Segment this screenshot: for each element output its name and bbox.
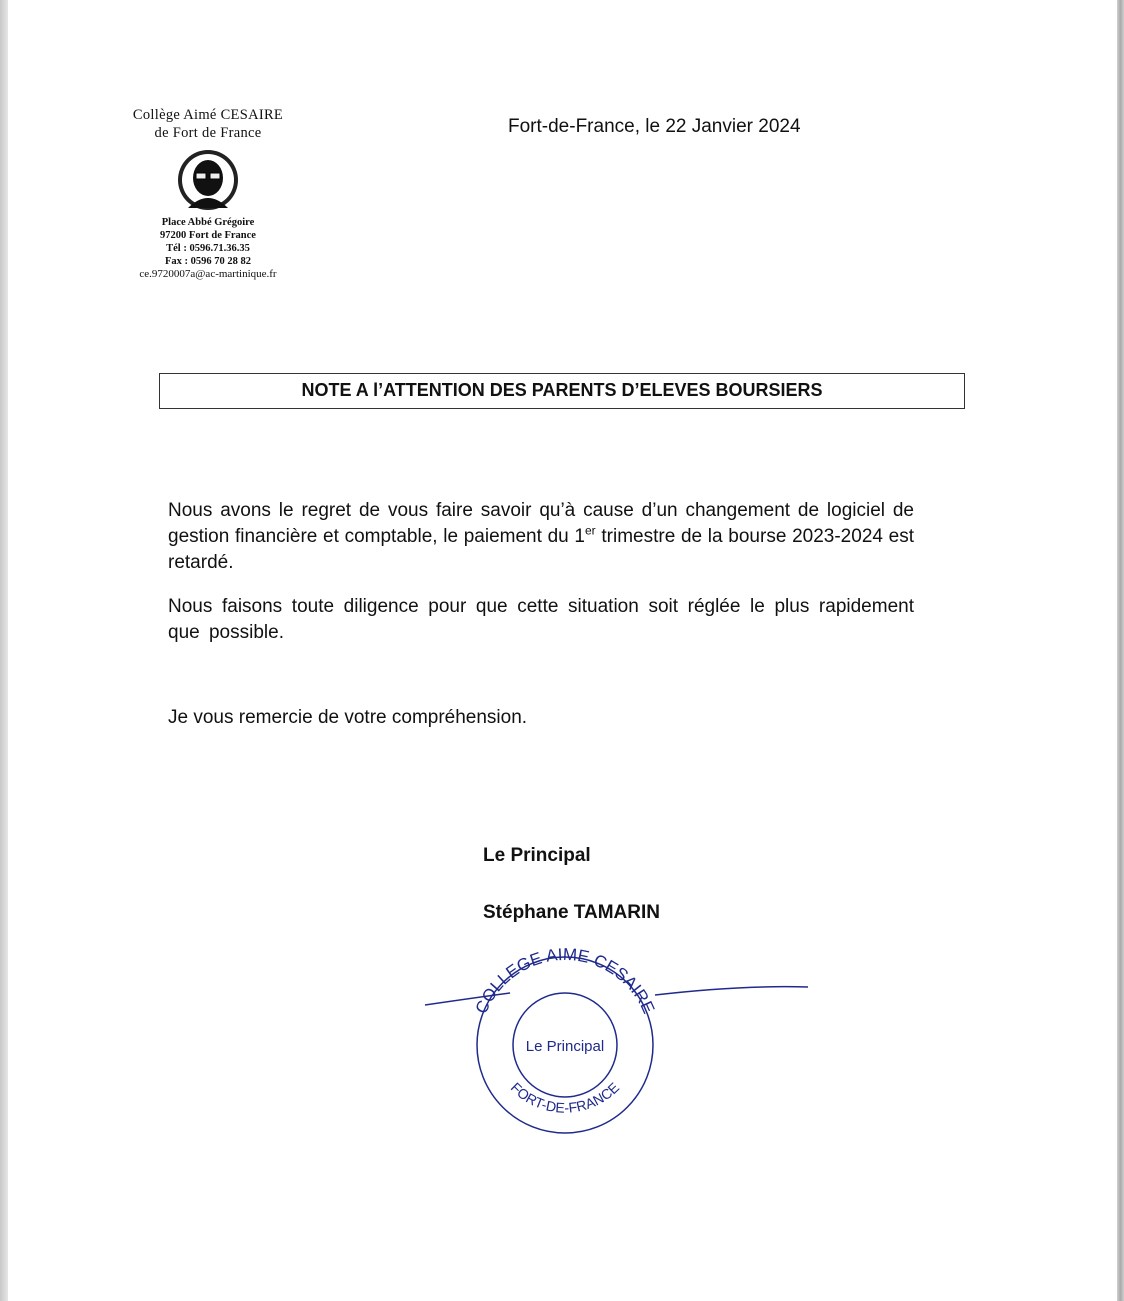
official-stamp-signature [420,935,820,1135]
address-line2: 97200 Fort de France [160,230,256,241]
stamp-bottom-text: FORT-DE-FRANCE [507,1079,623,1116]
signatory-name: Stéphane TAMARIN [483,902,660,923]
fax-number: Fax : 0596 70 28 82 [164,256,252,267]
email-address: ce.9720007a@ac-martinique.fr [139,268,277,280]
school-logo-portrait-icon [166,148,250,212]
document-title: NOTE A l’ATTENTION DES PARENTS D’ELEVES BOURSIERS [159,373,965,409]
school-letterhead [96,106,320,281]
address-line1: Place Abbé Grégoire [161,217,255,228]
page-edge-right [1117,0,1124,1301]
ordinal-superscript: er [585,523,596,538]
paragraph-1-text: Nous avons le regret de vous faire savoir qu’à cause d’un changement de logiciel de gestion financière et comptable, le paiement du 1 [168,500,914,547]
school-name-line1: Collège Aimé CESAIRE [132,107,284,123]
signature-stroke-right [655,987,808,995]
paragraph-1-text-end: trimestre de la bourse 2023-2024 est retardé. [168,526,914,573]
school-name-line2: de Fort de France [154,125,262,141]
date-line: Fort-de-France, le 22 Janvier 2024 [508,116,801,137]
stamp-center-text: Le Principal [525,1038,605,1055]
paragraph-3: Je vous remercie de votre compréhension. [168,707,528,728]
phone-number: Tél : 0596.71.36.35 [166,243,250,254]
paragraph-1 [168,498,914,576]
signatory-role: Le Principal [483,845,591,866]
paragraph-2: Nous faisons toute diligence pour que cette situation soit réglée le plus rapidement que possible. [168,596,914,643]
page-edge-left [0,0,8,1301]
stamp-top-text: COLLEGE AIME CESAIRE [471,944,659,1017]
